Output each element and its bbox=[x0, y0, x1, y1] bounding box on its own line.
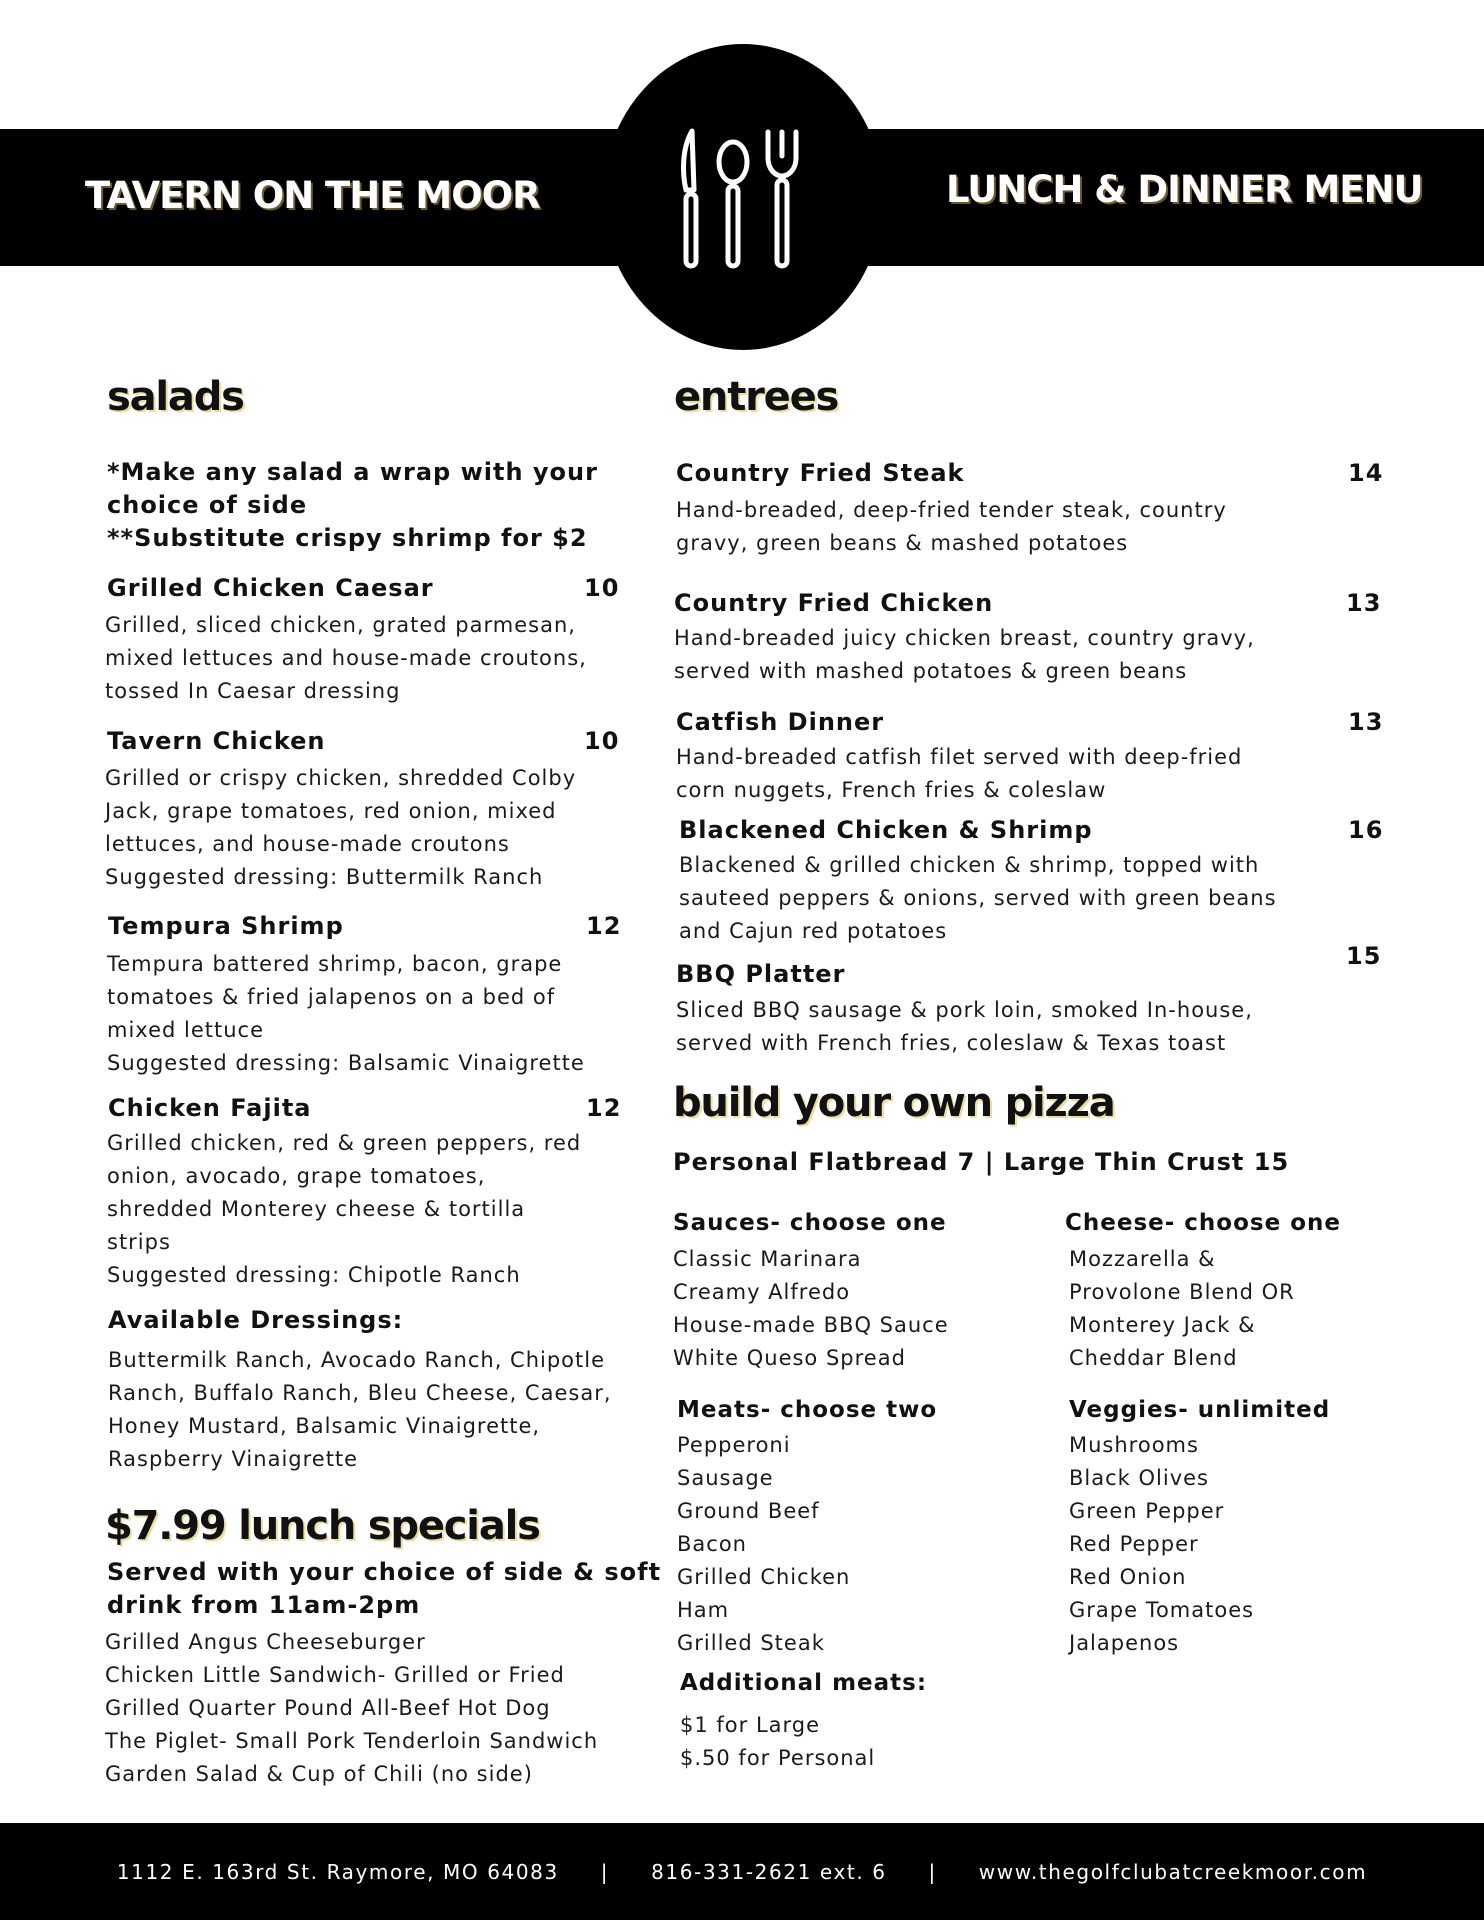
lunch-specials-list bbox=[105, 1626, 598, 1791]
dressings-line: Buttermilk Ranch, Avocado Ranch, Chipotle bbox=[108, 1348, 606, 1372]
veggie-option: Mushrooms bbox=[1069, 1433, 1199, 1457]
lunch-special-item: Grilled Quarter Pound All-Beef Hot Dog bbox=[105, 1696, 551, 1720]
footer-address: 1112 E. 163rd St. Raymore, MO 64083 bbox=[116, 1860, 559, 1884]
meat-option: Pepperoni bbox=[677, 1433, 791, 1457]
salad-item-description bbox=[107, 948, 585, 1080]
veggie-option: Green Pepper bbox=[1069, 1499, 1225, 1523]
description-line: Hand-breaded catfish filet served with deep-fried bbox=[676, 745, 1243, 769]
knife-icon bbox=[684, 131, 696, 266]
footer-contact bbox=[0, 1860, 1484, 1884]
entree-item-price: 13 bbox=[1348, 708, 1384, 736]
veggie-option: Grape Tomatoes bbox=[1069, 1598, 1255, 1622]
sauces-heading: Sauces- choose one bbox=[673, 1210, 947, 1236]
footer-website: www.thegolfclubatcreekmoor.com bbox=[978, 1860, 1368, 1884]
description-line: tomatoes & fried jalapenos on a bed of bbox=[107, 985, 556, 1009]
meat-option: Sausage bbox=[677, 1466, 774, 1490]
description-line: Blackened & grilled chicken & shrimp, topped with bbox=[679, 853, 1260, 877]
veggie-option: Jalapenos bbox=[1069, 1631, 1180, 1655]
entrees-heading: entrees bbox=[674, 374, 839, 420]
meat-option: Bacon bbox=[677, 1532, 747, 1556]
description-line: mixed lettuces and house-made croutons, bbox=[105, 646, 587, 670]
meats-heading: Meats- choose two bbox=[677, 1397, 938, 1423]
suggested-dressing: Suggested dressing: Buttermilk Ranch bbox=[105, 865, 544, 889]
description-line: Hand-breaded, deep-fried tender steak, country bbox=[676, 498, 1227, 522]
dressings-line: Raspberry Vinaigrette bbox=[108, 1447, 359, 1471]
lunch-specials-subheading-line: Served with your choice of side & soft bbox=[107, 1558, 662, 1586]
description-line: and Cajun red potatoes bbox=[679, 919, 948, 943]
cutlery-icon bbox=[680, 128, 806, 270]
additional-meat-price: $1 for Large bbox=[680, 1713, 821, 1737]
cheese-heading: Cheese- choose one bbox=[1065, 1210, 1341, 1236]
cheese-option: Cheddar Blend bbox=[1069, 1346, 1238, 1370]
dressings-heading: Available Dressings: bbox=[108, 1306, 404, 1334]
restaurant-name: TAVERN ON THE MOOR bbox=[85, 174, 540, 217]
cheese-option: Provolone Blend OR bbox=[1069, 1280, 1295, 1304]
spoon-icon bbox=[719, 142, 747, 266]
entree-item-description bbox=[679, 849, 1277, 948]
description-line: strips bbox=[107, 1230, 171, 1254]
description-line: lettuces, and house-made croutons bbox=[105, 832, 510, 856]
lunch-special-item: The Piglet- Small Pork Tenderloin Sandwich bbox=[105, 1729, 599, 1753]
lunch-specials-subheading bbox=[107, 1556, 661, 1622]
meat-option: Grilled Steak bbox=[677, 1631, 825, 1655]
description-line: shredded Monterey cheese & tortilla bbox=[107, 1197, 526, 1221]
wrap-note-cont: choice of side bbox=[107, 491, 308, 519]
dressings-list bbox=[108, 1344, 612, 1476]
description-line: Hand-breaded juicy chicken breast, country gravy, bbox=[674, 626, 1255, 650]
description-line: gravy, green beans & mashed potatoes bbox=[676, 531, 1129, 555]
footer-separator: | bbox=[928, 1860, 937, 1884]
description-line: sauteed peppers & onions, served with green beans bbox=[679, 886, 1277, 910]
veggie-option: Black Olives bbox=[1069, 1466, 1209, 1490]
veggie-option: Red Onion bbox=[1069, 1565, 1187, 1589]
entree-item-name: BBQ Platter bbox=[676, 960, 846, 988]
lunch-special-item: Garden Salad & Cup of Chili (no side) bbox=[105, 1762, 533, 1786]
salad-item-name: Tavern Chicken bbox=[107, 727, 326, 755]
sauce-option: House-made BBQ Sauce bbox=[673, 1313, 949, 1337]
sauce-option: Creamy Alfredo bbox=[673, 1280, 851, 1304]
description-line: Grilled, sliced chicken, grated parmesan, bbox=[105, 613, 576, 637]
lunch-specials-heading: $7.99 lunch specials bbox=[105, 1503, 540, 1549]
cheese-option: Monterey Jack & bbox=[1069, 1313, 1256, 1337]
meat-option: Grilled Chicken bbox=[677, 1565, 851, 1589]
lunch-specials-subheading-line: drink from 11am-2pm bbox=[107, 1591, 421, 1619]
sauce-option: White Queso Spread bbox=[673, 1346, 906, 1370]
entree-item-name: Country Fried Chicken bbox=[674, 589, 994, 617]
salad-item-price: 12 bbox=[586, 912, 622, 940]
dressings-line: Ranch, Buffalo Ranch, Bleu Cheese, Caesar, bbox=[108, 1381, 612, 1405]
entree-item-price: 14 bbox=[1348, 459, 1384, 487]
description-line: served with mashed potatoes & green beans bbox=[674, 659, 1188, 683]
suggested-dressing: Suggested dressing: Balsamic Vinaigrette bbox=[107, 1051, 585, 1075]
sauce-option: Classic Marinara bbox=[673, 1247, 862, 1271]
description-line: tossed In Caesar dressing bbox=[105, 679, 401, 703]
entree-item-price: 15 bbox=[1346, 942, 1382, 970]
description-line: corn nuggets, French fries & coleslaw bbox=[676, 778, 1107, 802]
description-line: Tempura battered shrimp, bacon, grape bbox=[107, 952, 563, 976]
meats-list bbox=[677, 1429, 850, 1660]
description-line: Sliced BBQ sausage & pork loin, smoked In-house, bbox=[676, 998, 1253, 1022]
entree-item-price: 16 bbox=[1348, 816, 1384, 844]
additional-meats-heading: Additional meats: bbox=[680, 1670, 928, 1696]
lunch-special-item: Chicken Little Sandwich- Grilled or Fried bbox=[105, 1663, 565, 1687]
salad-item-price: 10 bbox=[584, 727, 620, 755]
entree-item-price: 13 bbox=[1346, 589, 1382, 617]
salads-heading: salads bbox=[107, 374, 244, 420]
wrap-note: *Make any salad a wrap with your bbox=[107, 458, 598, 486]
meat-option: Ground Beef bbox=[677, 1499, 820, 1523]
shrimp-substitute-note: **Substitute crispy shrimp for $2 bbox=[107, 524, 588, 552]
entree-item-name: Country Fried Steak bbox=[676, 459, 965, 487]
lunch-special-item: Grilled Angus Cheeseburger bbox=[105, 1630, 426, 1654]
veggie-option: Red Pepper bbox=[1069, 1532, 1199, 1556]
description-line: onion, avocado, grape tomatoes, bbox=[107, 1164, 486, 1188]
suggested-dressing: Suggested dressing: Chipotle Ranch bbox=[107, 1263, 521, 1287]
entree-item-name: Catfish Dinner bbox=[676, 708, 885, 736]
salad-item-description bbox=[105, 762, 576, 894]
salad-item-name: Tempura Shrimp bbox=[108, 912, 344, 940]
additional-meat-price: $.50 for Personal bbox=[680, 1746, 876, 1770]
description-line: served with French fries, coleslaw & Texas toast bbox=[676, 1031, 1227, 1055]
description-line: Grilled chicken, red & green peppers, red bbox=[107, 1131, 582, 1155]
salad-item-description bbox=[107, 1127, 581, 1292]
salad-item-description bbox=[105, 609, 587, 708]
description-line: mixed lettuce bbox=[107, 1018, 264, 1042]
entree-item-name: Blackened Chicken & Shrimp bbox=[679, 816, 1093, 844]
cheese-list bbox=[1069, 1243, 1295, 1375]
menu-title: LUNCH & DINNER MENU bbox=[946, 168, 1423, 211]
description-line: Grilled or crispy chicken, shredded Colby bbox=[105, 766, 577, 790]
entree-item-description bbox=[676, 494, 1227, 560]
salad-item-name: Chicken Fajita bbox=[108, 1094, 312, 1122]
salad-item-price: 10 bbox=[584, 574, 620, 602]
additional-meats-list bbox=[680, 1709, 875, 1775]
salad-item-price: 12 bbox=[586, 1094, 622, 1122]
veggies-list bbox=[1069, 1429, 1254, 1660]
sauces-list bbox=[673, 1243, 949, 1375]
entree-item-description bbox=[674, 622, 1255, 688]
fork-icon bbox=[768, 132, 796, 266]
pizza-heading: build your own pizza bbox=[673, 1080, 1115, 1126]
cheese-option: Mozzarella & bbox=[1069, 1247, 1216, 1271]
entree-item-description bbox=[676, 994, 1253, 1060]
salad-notes bbox=[107, 456, 598, 555]
entree-item-description bbox=[676, 741, 1242, 807]
description-line: Jack, grape tomatoes, red onion, mixed bbox=[105, 799, 557, 823]
meat-option: Ham bbox=[677, 1598, 730, 1622]
veggies-heading: Veggies- unlimited bbox=[1069, 1397, 1331, 1423]
dressings-line: Honey Mustard, Balsamic Vinaigrette, bbox=[108, 1414, 541, 1438]
pizza-sizes: Personal Flatbread 7 | Large Thin Crust 15 bbox=[673, 1148, 1290, 1176]
salad-item-name: Grilled Chicken Caesar bbox=[107, 574, 434, 602]
footer-phone: 816-331-2621 ext. 6 bbox=[651, 1860, 887, 1884]
footer-separator: | bbox=[600, 1860, 610, 1884]
